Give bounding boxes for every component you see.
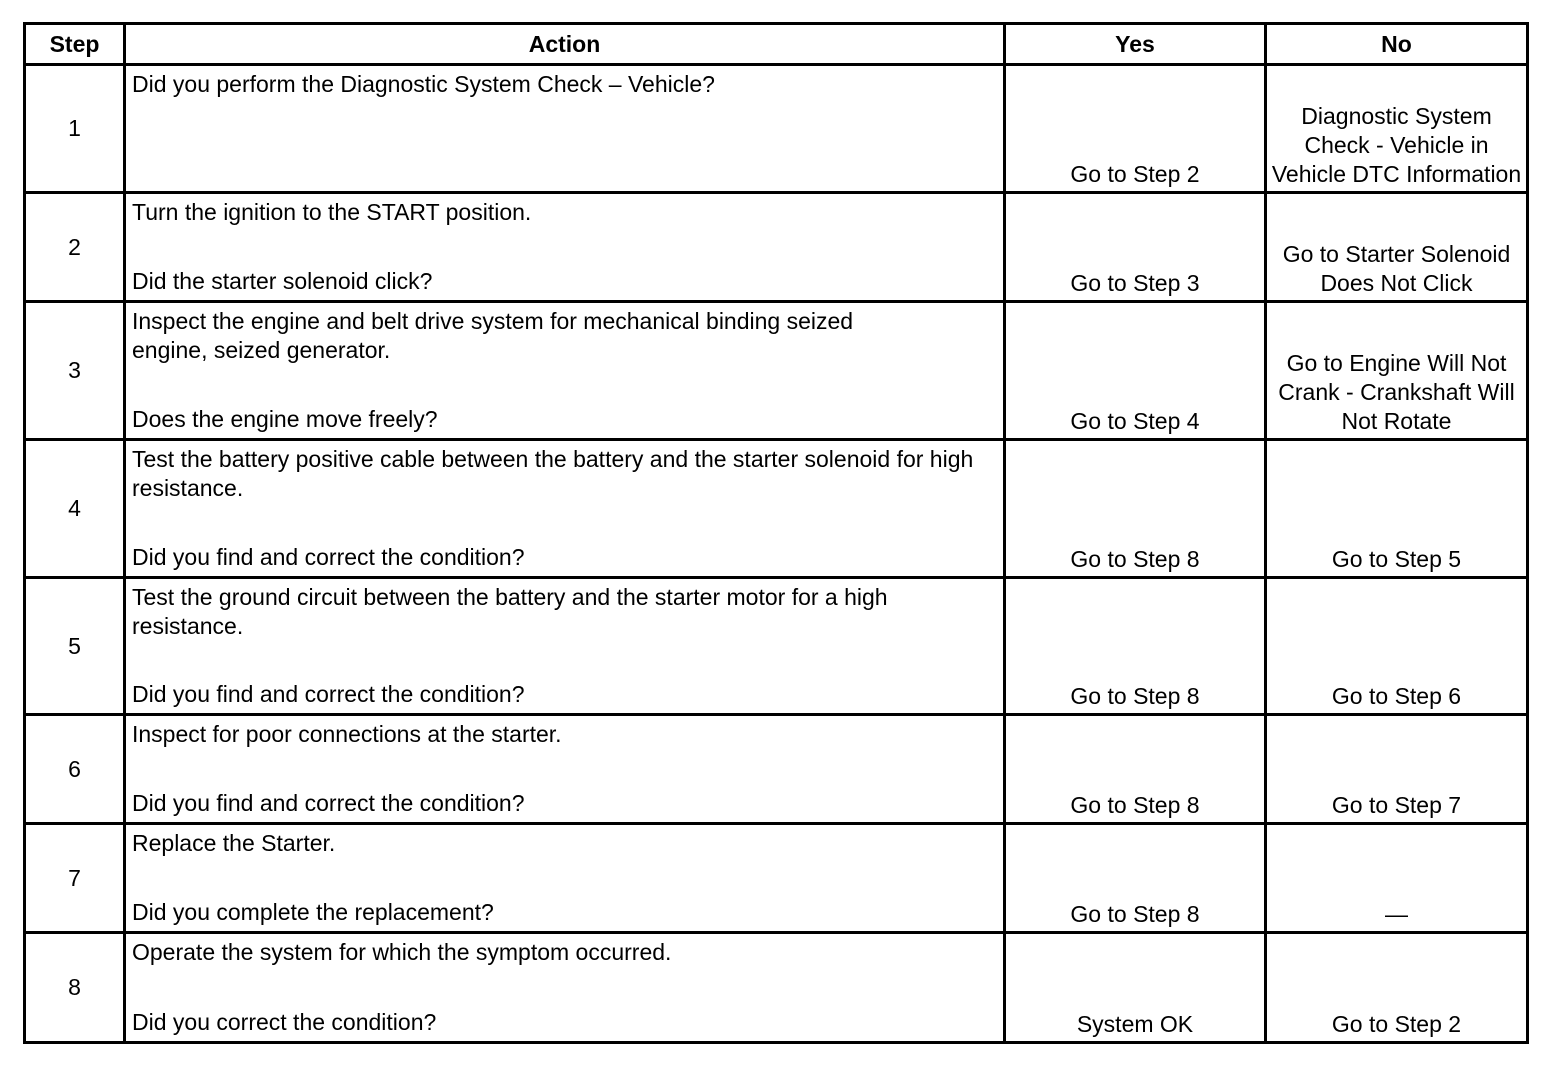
action-instruction: Test the ground circuit between the battery and the starter motor for a high resistance. bbox=[132, 584, 888, 639]
table-row bbox=[25, 824, 1528, 933]
step-number: 6 bbox=[25, 715, 125, 824]
action-instruction: Did you perform the Diagnostic System Check – Vehicle? bbox=[132, 71, 715, 97]
action-instruction: Turn the ignition to the START position. bbox=[132, 199, 532, 225]
action-cell bbox=[125, 715, 1005, 824]
diagnostic-table bbox=[23, 22, 1529, 1044]
header-no: No bbox=[1266, 24, 1528, 65]
step-number: 7 bbox=[25, 824, 125, 933]
table-row bbox=[25, 65, 1528, 193]
yes-result: System OK bbox=[1005, 933, 1266, 1043]
action-cell bbox=[125, 824, 1005, 933]
yes-result: Go to Step 2 bbox=[1005, 65, 1266, 193]
action-question: Does the engine move freely? bbox=[132, 406, 438, 432]
step-number: 4 bbox=[25, 440, 125, 578]
yes-result: Go to Step 8 bbox=[1005, 578, 1266, 715]
table-row bbox=[25, 715, 1528, 824]
table-row bbox=[25, 578, 1528, 715]
action-question: Did you correct the condition? bbox=[132, 1009, 437, 1035]
no-result: — bbox=[1266, 824, 1528, 933]
no-result: Go to Step 2 bbox=[1266, 933, 1528, 1043]
yes-result: Go to Step 4 bbox=[1005, 302, 1266, 440]
action-instruction: Replace the Starter. bbox=[132, 830, 336, 856]
action-instruction: Operate the system for which the symptom occurred. bbox=[132, 939, 672, 965]
header-row bbox=[25, 24, 1528, 65]
header-action: Action bbox=[125, 24, 1005, 65]
yes-result: Go to Step 8 bbox=[1005, 824, 1266, 933]
action-question: Did you find and correct the condition? bbox=[132, 681, 525, 707]
action-question: Did you find and correct the condition? bbox=[132, 790, 525, 816]
action-question: Did you find and correct the condition? bbox=[132, 544, 525, 570]
action-question: Did you complete the replacement? bbox=[132, 899, 494, 925]
header-yes: Yes bbox=[1005, 24, 1266, 65]
step-number: 3 bbox=[25, 302, 125, 440]
action-instruction: Inspect the engine and belt drive system for mechanical binding seized engine, seized generator. bbox=[132, 308, 854, 363]
yes-result: Go to Step 3 bbox=[1005, 193, 1266, 302]
action-instruction: Test the battery positive cable between the battery and the starter solenoid for high resistance. bbox=[132, 446, 974, 501]
step-number: 2 bbox=[25, 193, 125, 302]
action-cell bbox=[125, 302, 1005, 440]
action-cell bbox=[125, 440, 1005, 578]
action-instruction: Inspect for poor connections at the starter. bbox=[132, 721, 562, 747]
header-step: Step bbox=[25, 24, 125, 65]
action-cell bbox=[125, 933, 1005, 1043]
yes-result: Go to Step 8 bbox=[1005, 715, 1266, 824]
no-result: Go to Step 5 bbox=[1266, 440, 1528, 578]
step-number: 1 bbox=[25, 65, 125, 193]
no-result: Diagnostic System Check - Vehicle in Vehicle DTC Information bbox=[1266, 65, 1528, 193]
table-row bbox=[25, 933, 1528, 1043]
no-result: Go to Step 6 bbox=[1266, 578, 1528, 715]
action-cell bbox=[125, 65, 1005, 193]
step-number: 8 bbox=[25, 933, 125, 1043]
no-result: Go to Engine Will Not Crank - Crankshaft Will Not Rotate bbox=[1266, 302, 1528, 440]
no-result: Go to Step 7 bbox=[1266, 715, 1528, 824]
action-question: Did the starter solenoid click? bbox=[132, 268, 433, 294]
action-cell bbox=[125, 578, 1005, 715]
table-row bbox=[25, 440, 1528, 578]
no-result: Go to Starter Solenoid Does Not Click bbox=[1266, 193, 1528, 302]
step-number: 5 bbox=[25, 578, 125, 715]
action-cell bbox=[125, 193, 1005, 302]
yes-result: Go to Step 8 bbox=[1005, 440, 1266, 578]
table-row bbox=[25, 302, 1528, 440]
table-row bbox=[25, 193, 1528, 302]
